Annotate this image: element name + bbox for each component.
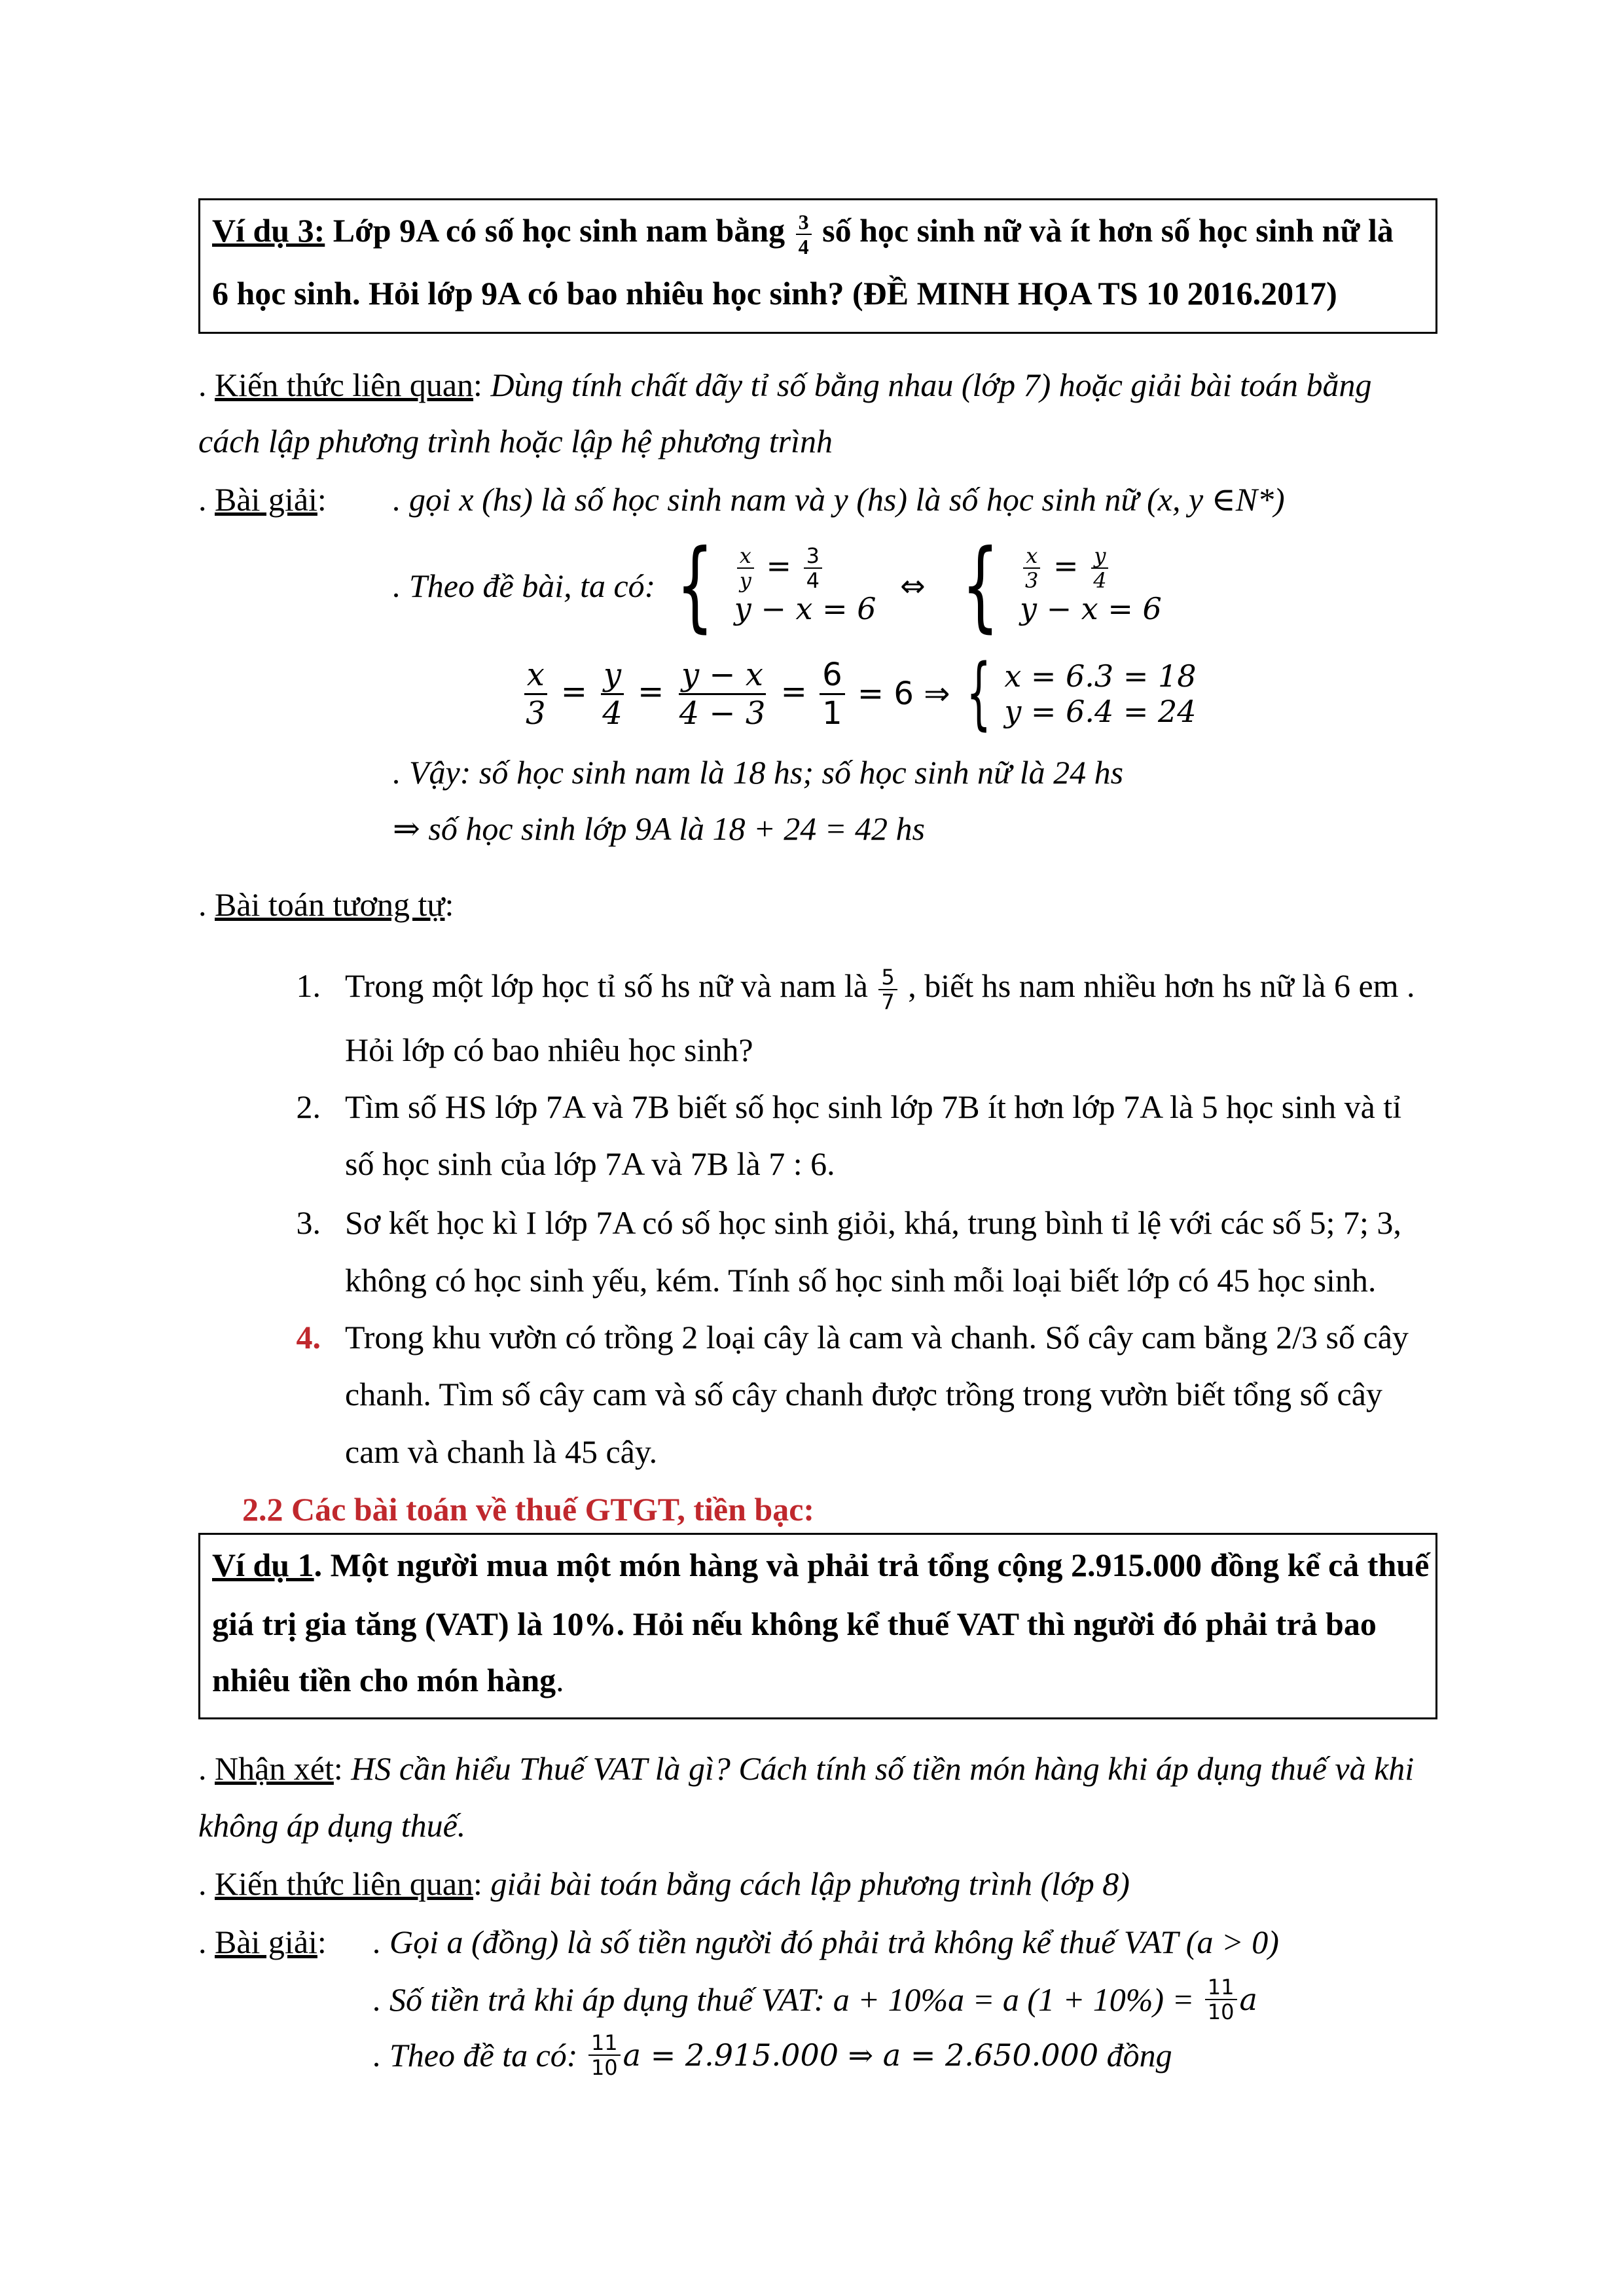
- similar-problems-label-line: . Bài toán tương tự:: [198, 886, 454, 923]
- solution-2-label: Bài giải: [215, 1924, 317, 1960]
- list-item-4-line-3: cam và chanh là 45 cây.: [345, 1433, 658, 1470]
- list-item-1-line-1: Trong một lớp học tỉ số hs nữ và nam là $\frac{5}{7}$ , biết hs nam nhiều hơn hs nữ là 6 em .: [345, 964, 1415, 1014]
- example-3-line-2: 6 học sinh. Hỏi lớp 9A có bao nhiêu học sinh? (ĐỀ MINH HỌA TS 10 2016.2017): [212, 275, 1337, 312]
- solution-label: Bài giải: [215, 481, 317, 518]
- related-knowledge-label: Kiến thức liên quan: [215, 367, 474, 403]
- example-3-line-1: Ví dụ 3: Lớp 9A có số học sinh nam bằng $\frac{3}{4}$ số học sinh nữ và ít hơn số học sinh nữ là: [212, 209, 1394, 259]
- fraction-five-sevenths: $\frac{5}{7}$: [878, 967, 897, 1013]
- solution-2-label-line: . Bài giải:: [198, 1924, 327, 1960]
- solution-2-step-3: . Theo đề ta có: $\frac{11}{10}$ a = 2.915.000 ⇒ a = 2.650.000 đồng: [373, 2030, 1172, 2080]
- example-1-label: Ví dụ 1: [212, 1547, 314, 1583]
- solution-2-step-2: . Số tiền trả khi áp dụng thuế VAT: a + 10%a = a (1 + 10%) = $\frac{11}{10}$ a: [373, 1975, 1257, 2024]
- similar-problems-label: Bài toán tương tự: [215, 886, 445, 923]
- list-item-2-line-2: số học sinh của lớp 7A và 7B là 7 : 6.: [345, 1145, 835, 1182]
- equation-system-1: $\frac{x}{y}$ = $\frac{3}{4}$ y − x = 6: [734, 543, 876, 626]
- solution-conclusion-2: ⇒ số học sinh lớp 9A là 18 + 24 = 42 hs: [393, 810, 925, 847]
- list-item-4-line-2: chanh. Tìm số cây cam và số cây chanh được trồng trong vườn biết tổng số cây: [345, 1376, 1382, 1412]
- section-2-2-title: 2.2 Các bài toán về thuế GTGT, tiền bạc:: [242, 1491, 815, 1528]
- example-1-line-2: giá trị gia tăng (VAT) là 10%. Hỏi nếu không kể thuế VAT thì người đó phải trả bao: [212, 1605, 1377, 1642]
- list-item-4-line-1: Trong khu vườn có trồng 2 loại cây là cam và chanh. Số cây cam bằng 2/3 số cây: [345, 1319, 1409, 1355]
- remark-line-2: không áp dụng thuế.: [198, 1807, 466, 1844]
- remark-label: Nhận xét: [215, 1750, 334, 1787]
- related-knowledge-2: . Kiến thức liên quan: giải bài toán bằng cách lập phương trình (lớp 8): [198, 1865, 1130, 1902]
- equation-system-2: $\frac{x}{3}$ = $\frac{y}{4}$ y − x = 6: [1020, 543, 1162, 626]
- example-1-line-1: Ví dụ 1. Một người mua một món hàng và phải trả tổng cộng 2.915.000 đồng kể cả thuế: [212, 1547, 1430, 1583]
- example-3-box: [198, 198, 1437, 334]
- related-knowledge-line-1: . Kiến thức liên quan: Dùng tính chất dãy tỉ số bằng nhau (lớp 7) hoặc giải bài toán bằng: [198, 367, 1372, 403]
- solution-label-line: . Bài giải:: [198, 481, 327, 518]
- list-item-number: 1.: [296, 967, 321, 1004]
- list-item-number: 4.: [296, 1319, 321, 1355]
- list-item-1-line-2: Hỏi lớp có bao nhiêu học sinh?: [345, 1031, 753, 1068]
- fraction-three-quarters: $\frac{3}{4}$: [796, 211, 812, 257]
- example-3-label: Ví dụ 3:: [212, 212, 325, 249]
- list-item-3-line-1: Sơ kết học kì I lớp 7A có số học sinh giỏi, khá, trung bình tỉ lệ với các số 5; 7; 3,: [345, 1204, 1401, 1241]
- remark-line-1: . Nhận xét: HS cần hiểu Thuế VAT là gì? Cách tính số tiền món hàng khi áp dụng thuế và khi: [198, 1750, 1415, 1787]
- example-1-box: [198, 1533, 1437, 1719]
- solution-conclusion-1: . Vậy: số học sinh nam là 18 hs; số học sinh nữ là 24 hs: [393, 754, 1124, 791]
- related-knowledge-line-2: cách lập phương trình hoặc lập hệ phương trình: [198, 423, 833, 459]
- list-item-number: 2.: [296, 1088, 321, 1125]
- list-item-2-line-1: Tìm số HS lớp 7A và 7B biết số học sinh lớp 7B ít hơn lớp 7A là 5 học sinh và tỉ: [345, 1088, 1402, 1125]
- solution-step-1: . gọi x (hs) là số học sinh nam và y (hs) là số học sinh nữ (x, y ∈N*): [393, 481, 1285, 518]
- example-1-line-3: nhiêu tiền cho món hàng.: [212, 1662, 564, 1698]
- solution-2-step-1: . Gọi a (đồng) là số tiền người đó phải trả không kể thuế VAT (a > 0): [373, 1924, 1279, 1960]
- list-item-number: 3.: [296, 1204, 321, 1241]
- related-knowledge-2-label: Kiến thức liên quan: [215, 1865, 474, 1902]
- solution-step-2: . Theo đề bài, ta có: { $\frac{x}{y}$ = $\frac{3}{4}$ y − x = 6 ⇔ { $\frac{x}{3}$ = $\frac{y}{4}$ y − x = 6: [393, 529, 1162, 643]
- list-item-3-line-2: không có học sinh yếu, kém. Tính số học sinh mỗi loại biết lớp có 45 học sinh.: [345, 1262, 1377, 1299]
- proportion-chain: $\frac{x}{3}$ = $\frac{y}{4}$ = $\frac{y - x}{4 - 3}$ = $\frac{6}{1}$ = 6 ⇒ { x = 6.3 = 18 y = 6.4 = 24: [520, 655, 1197, 733]
